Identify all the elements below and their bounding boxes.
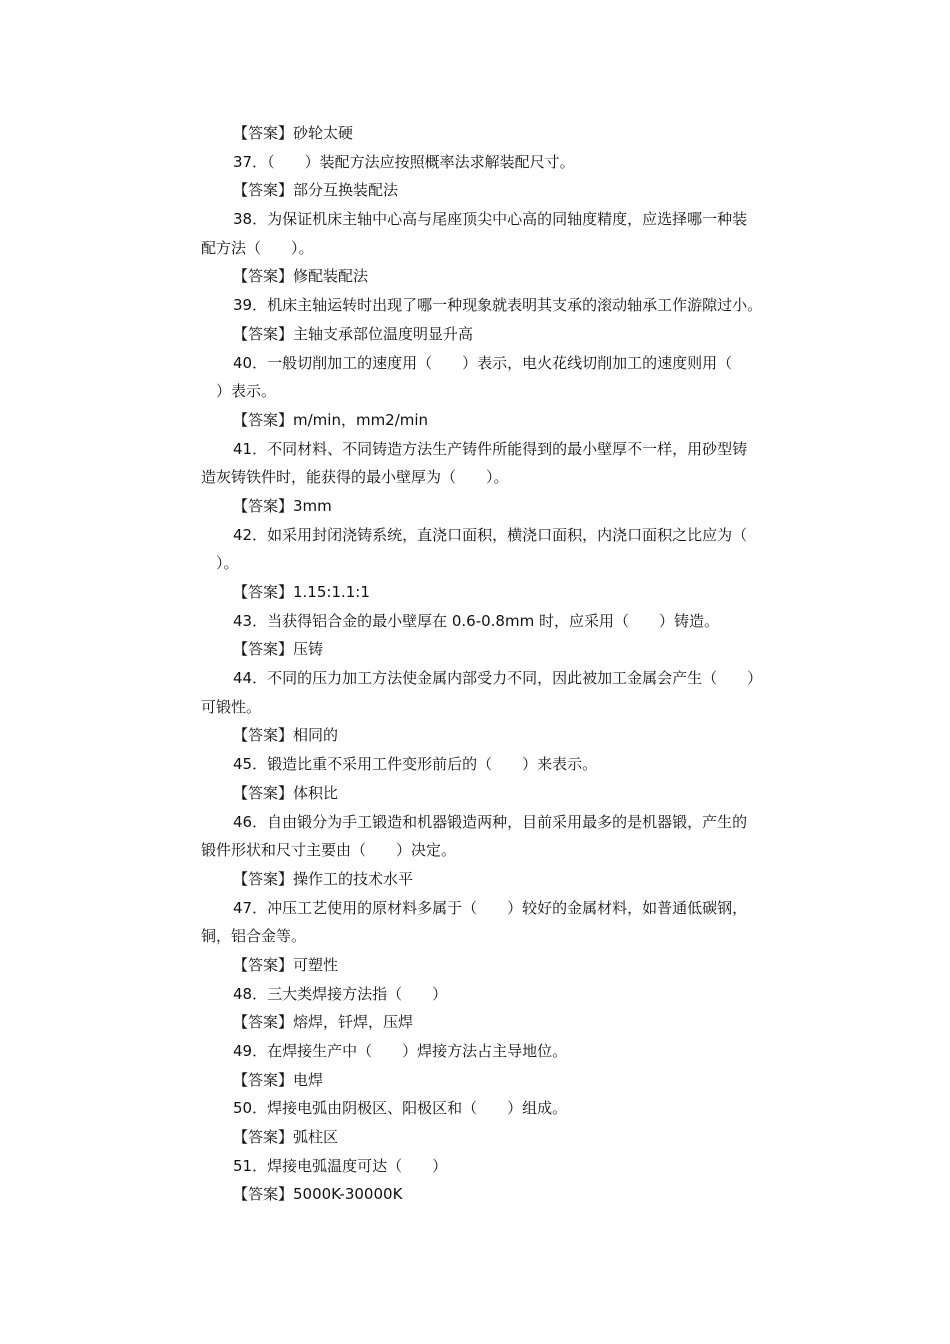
- question-line: 43．当获得铝合金的最小壁厚在 0.6-0.8mm 时，应采用（ ）铸造。: [233, 611, 719, 630]
- answer-line: 【答案】修配装配法: [233, 267, 369, 286]
- answer-line: 【答案】部分互换装配法: [233, 181, 399, 200]
- question-line: 38．为保证机床主轴中心高与尾座顶尖中心高的同轴度精度，应选择哪一种装: [233, 210, 748, 229]
- question-line: 40．一般切削加工的速度用（ ）表示，电火花线切削加工的速度则用（: [233, 353, 733, 372]
- answer-line: 【答案】体积比: [233, 783, 339, 802]
- question-line: 42．如采用封闭浇铸系统，直浇口面积，横浇口面积，内浇口面积之比应为（: [233, 525, 748, 544]
- answer-line: 【答案】相同的: [233, 726, 339, 745]
- answer-line: 【答案】熔焊，钎焊，压焊: [233, 1013, 414, 1032]
- question-line: 45．锻造比重不采用工件变形前后的（ ）来表示。: [233, 755, 598, 774]
- question-line: 48．三大类焊接方法指（ ）: [233, 984, 448, 1003]
- answer-line: 【答案】5000K-30000K: [233, 1185, 403, 1204]
- answer-line: 【答案】压铸: [233, 640, 324, 659]
- answer-line: 【答案】1.15:1.1:1: [233, 583, 370, 601]
- answer-line: 【答案】弧柱区: [233, 1128, 339, 1147]
- question-line: 50．焊接电弧由阴极区、阳极区和（ ）组成。: [233, 1099, 568, 1118]
- question-line: 44．不同的压力加工方法使金属内部受力不同，因此被加工金属会产生（ ）: [233, 669, 763, 688]
- question-line: 41．不同材料、不同铸造方法生产铸件所能得到的最小壁厚不一样，用砂型铸: [233, 439, 748, 458]
- document-body: [201, 119, 825, 1209]
- question-line: ）表示。: [201, 382, 277, 401]
- question-line: 可锻性。: [201, 697, 262, 716]
- question-line: 39．机床主轴运转时出现了哪一种现象就表明其支承的滚动轴承工作游隙过小。: [233, 296, 763, 315]
- answer-line: 【答案】操作工的技术水平: [233, 869, 414, 888]
- answer-line: 【答案】3mm: [233, 496, 332, 515]
- answer-line: 【答案】电焊: [233, 1070, 324, 1089]
- answer-line: 【答案】砂轮太硬: [233, 124, 354, 142]
- answer-line: 【答案】m/min，mm2/min: [233, 410, 429, 429]
- question-line: 49．在焊接生产中（ ）焊接方法占主导地位。: [233, 1042, 568, 1060]
- question-line: 47．冲压工艺使用的原材料多属于（ ）较好的金属材料，如普通低碳钢，: [233, 898, 748, 917]
- question-line: 配方法（ ）。: [201, 238, 314, 257]
- question-line: 37．（ ）装配方法应按照概率法求解装配尺寸。: [233, 152, 575, 171]
- answer-line: 【答案】主轴支承部位温度明显升高: [233, 324, 474, 343]
- question-line: 51．焊接电弧温度可达（ ）: [233, 1156, 448, 1175]
- answer-line: 【答案】可塑性: [233, 955, 339, 974]
- question-line: ）。: [201, 554, 239, 573]
- question-line: 46．自由锻分为手工锻造和机器锻造两种，目前采用最多的是机器锻，产生的: [233, 812, 748, 831]
- question-line: 铜，铝合金等。: [201, 927, 307, 946]
- question-line: 造灰铸铁件时，能获得的最小壁厚为（ ）。: [201, 468, 509, 487]
- question-line: 锻件形状和尺寸主要由（ ）决定。: [201, 841, 457, 860]
